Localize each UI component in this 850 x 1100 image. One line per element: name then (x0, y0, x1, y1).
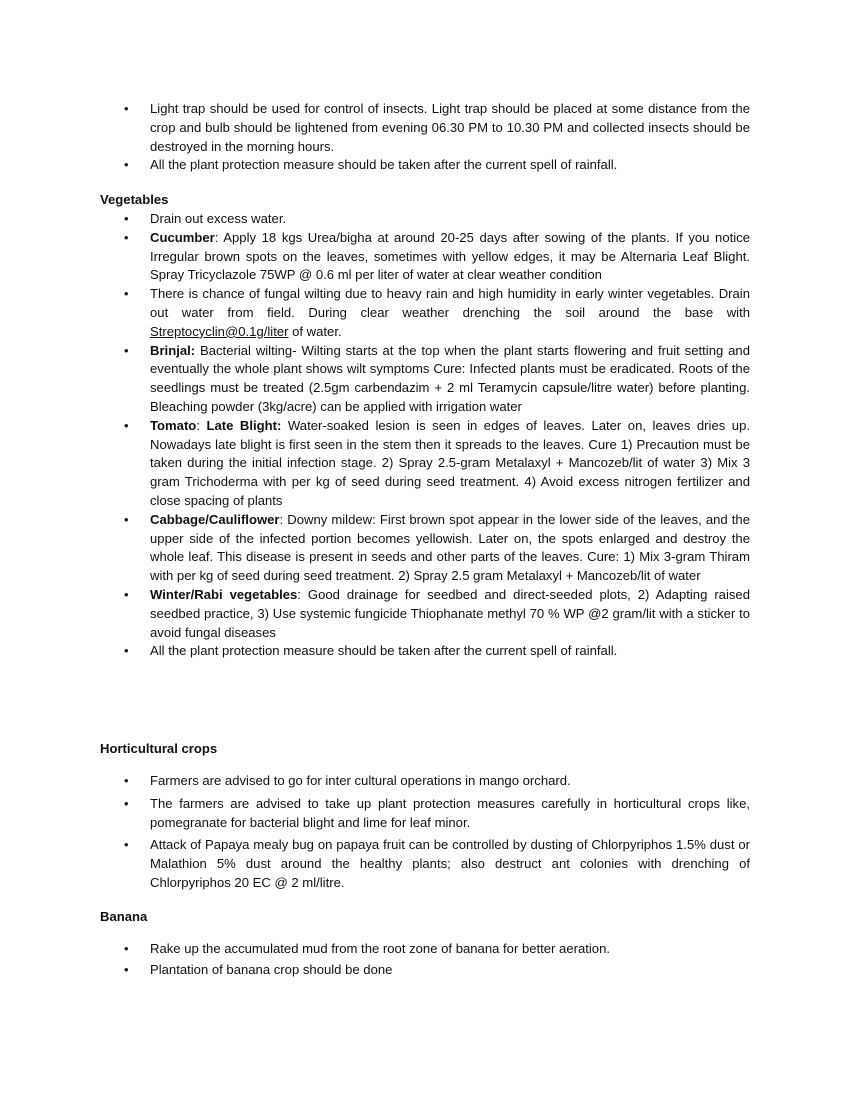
wilt-text: There is chance of fungal wilting due to heavy rain and high humidity in early winter vegetables. Drain out water from field. During clear weather drenching the soil around the base with (150, 286, 750, 320)
list-item-fungal-wilting (100, 285, 750, 341)
list-item: • Drain out excess water. (100, 210, 750, 229)
list-item: • All the plant protection measure should be taken after the current spell of rainfall. (100, 156, 750, 175)
list-item: • Plantation of banana crop should be done (100, 961, 750, 980)
winter-label: Winter/Rabi vegetables (150, 586, 298, 602)
cabbage-text: : Downy mildew: First brown spot appear in the lower side of the leaves, and the upper side of the infected portion becomes yellowish. Later on, the spots enlarged and destroy the whole leaf. This disease is present in seeds and other parts of the leaves. Cure: 1) Mix 3-gram Thiram with per kg of seed during seed treatment. 2) Spray 2.5 gram Metalaxyl + Mancozeb/lit of water (150, 511, 750, 584)
section-heading-banana: Banana (100, 909, 148, 924)
list-item: • Light trap should be used for control of insects. Light trap should be placed at some distance from the crop and bulb should be lightened from evening 06.30 PM to 10.30 PM and collected insects should be destroyed in the morning hours. (100, 100, 750, 156)
horticultural-list (100, 772, 750, 893)
section-heading-horticultural: Horticultural crops (100, 741, 218, 756)
section-heading-vegetables: Vegetables (100, 192, 169, 207)
list-item: • Attack of Papaya mealy bug on papaya fruit can be controlled by dusting of Chlorpyriphos 1.5% dust or Malathion 5% dust around the healthy plants; also destruct ant colonies with drenching of Chlorpyriphos 20 EC @ 2 ml/litre. (100, 836, 750, 892)
list-item-brinjal (100, 342, 750, 417)
tomato-label: Tomato (150, 417, 197, 433)
winter-text: : Good drainage for seedbed and direct-seeded plots, 2) Adapting raised seedbed practice, 3) Use systemic fungicide Thiophanate methyl 70 % WP @2 gram/lit with a sticker to avoid fungal diseases (150, 586, 750, 640)
cabbage-label: Cabbage/Cauliflower (150, 511, 280, 527)
streptocyclin-link[interactable]: Streptocyclin@0.1g/liter (150, 323, 289, 339)
list-item-tomato (100, 417, 750, 511)
cucumber-label: Cucumber (150, 229, 215, 245)
wilt-end: of water. (288, 323, 342, 339)
tomato-sep: : (196, 417, 207, 433)
list-item-cabbage (100, 511, 750, 586)
brinjal-label: Brinjal: (150, 342, 196, 358)
tomato-text: Water-soaked lesion is seen in edges of leaves. Later on, leaves dries up. Nowadays late blight is first seen in the stem then it spreads to the leaves. Cure 1) Precaution must be taken during the initial infection stage. 2) Spray 2.5-gram Metalaxyl + Mancozeb/lit of water 3) Mix 3 gram Trichoderma with per kg of seed during seed treatment. 4) Avoid excess nitrogen fertilizer and close spacing of plants (150, 417, 751, 508)
list-item: • Rake up the accumulated mud from the root zone of banana for better aeration. (100, 940, 750, 959)
list-item: • All the plant protection measure should be taken after the current spell of rainfall. (100, 642, 750, 661)
list-item-cucumber (100, 229, 750, 285)
vegetables-list (100, 210, 750, 661)
list-item-winter-rabi (100, 586, 750, 642)
tomato-sub-label: Late Blight: (206, 417, 282, 433)
cucumber-text: : Apply 18 kgs Urea/bigha at around 20-25 days after sowing of the plants. If you notice Irregular brown spots on the leaves, sometimes with yellow edges, it may be Alternaria Leaf Blight. Spray Tricyclazole 75WP @ 0.6 ml per liter of water at clear weather condition (150, 229, 750, 283)
brinjal-text: Bacterial wilting- Wilting starts at the top when the plant starts flowering and fruit setting and eventually the whole plant shows wilt symptoms Cure: Infected plants must be eradicated. Roots of the seedlings must be treated (2.5gm carbendazim + 2 ml Teramycin capsule/litre water) before planting. Bleaching powder (3kg/acre) can be applied with irrigation water (150, 342, 750, 414)
banana-list (100, 940, 750, 980)
intro-list (100, 100, 750, 175)
list-item: • The farmers are advised to take up plant protection measures carefully in horticultural crops like, pomegranate for bacterial blight and lime for leaf minor. (100, 795, 750, 833)
list-item: • Farmers are advised to go for inter cultural operations in mango orchard. (100, 772, 750, 791)
